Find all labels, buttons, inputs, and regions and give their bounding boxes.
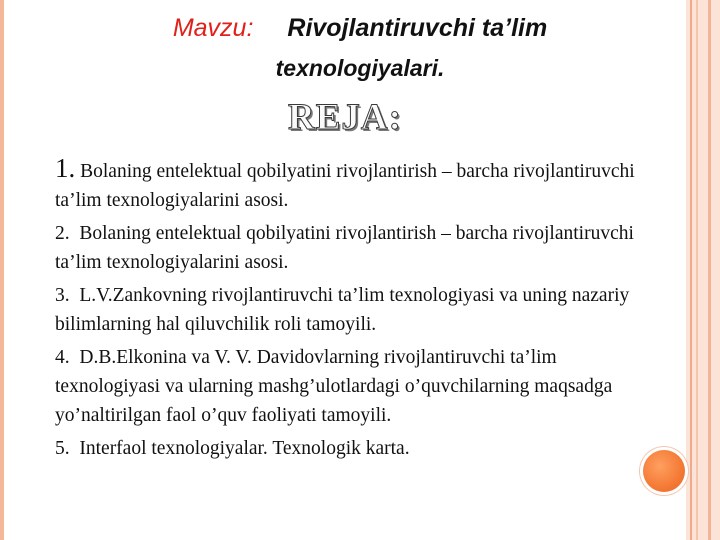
list-item-number: 5.: [55, 438, 70, 459]
list-item-number: 1.: [55, 153, 76, 183]
list-item: [55, 281, 645, 339]
slide-title: [0, 14, 720, 43]
plan-list: [55, 154, 645, 467]
list-item-text: Bolaning entelektual qobilyatini rivojlantirish – barcha rivojlantiruvchi ta’lim texnologiyalarini asosi.: [55, 223, 634, 273]
title-label: Mavzu:: [172, 14, 254, 42]
list-item-number: 3.: [55, 285, 70, 306]
decorative-circle: [643, 450, 685, 492]
list-item: [55, 219, 645, 277]
list-item-text: Bolaning entelektual qobilyatini rivojlantirish – barcha rivojlantiruvchi ta’lim texnologiyalarini asosi.: [55, 161, 635, 211]
list-item: [55, 154, 645, 215]
list-item-number: 4.: [55, 347, 70, 368]
list-item: [55, 434, 645, 463]
list-item-number: 2.: [55, 223, 70, 244]
list-item-text: Interfaol texnologiyalar. Texnologik karta.: [79, 438, 410, 459]
title-text: Rivojlantiruvchi ta’lim: [287, 14, 548, 42]
title-text-continued: texnologiyalari.: [275, 55, 445, 81]
plan-heading: REJA:: [288, 97, 402, 138]
list-item-text: D.B.Elkonina va V. V. Davidovlarning rivojlantiruvchi ta’lim texnologiyasi va ularning mashg’ulotlardagi o’quvchilarning maqsadga yo’naltirilgan faol o’quv faoliyati tamoyili.: [55, 347, 613, 426]
list-item-text: L.V.Zankovning rivojlantiruvchi ta’lim texnologiyasi va uning nazariy bilimlarning hal qiluvchilik roli tamoyili.: [55, 285, 630, 335]
list-item: [55, 343, 645, 430]
